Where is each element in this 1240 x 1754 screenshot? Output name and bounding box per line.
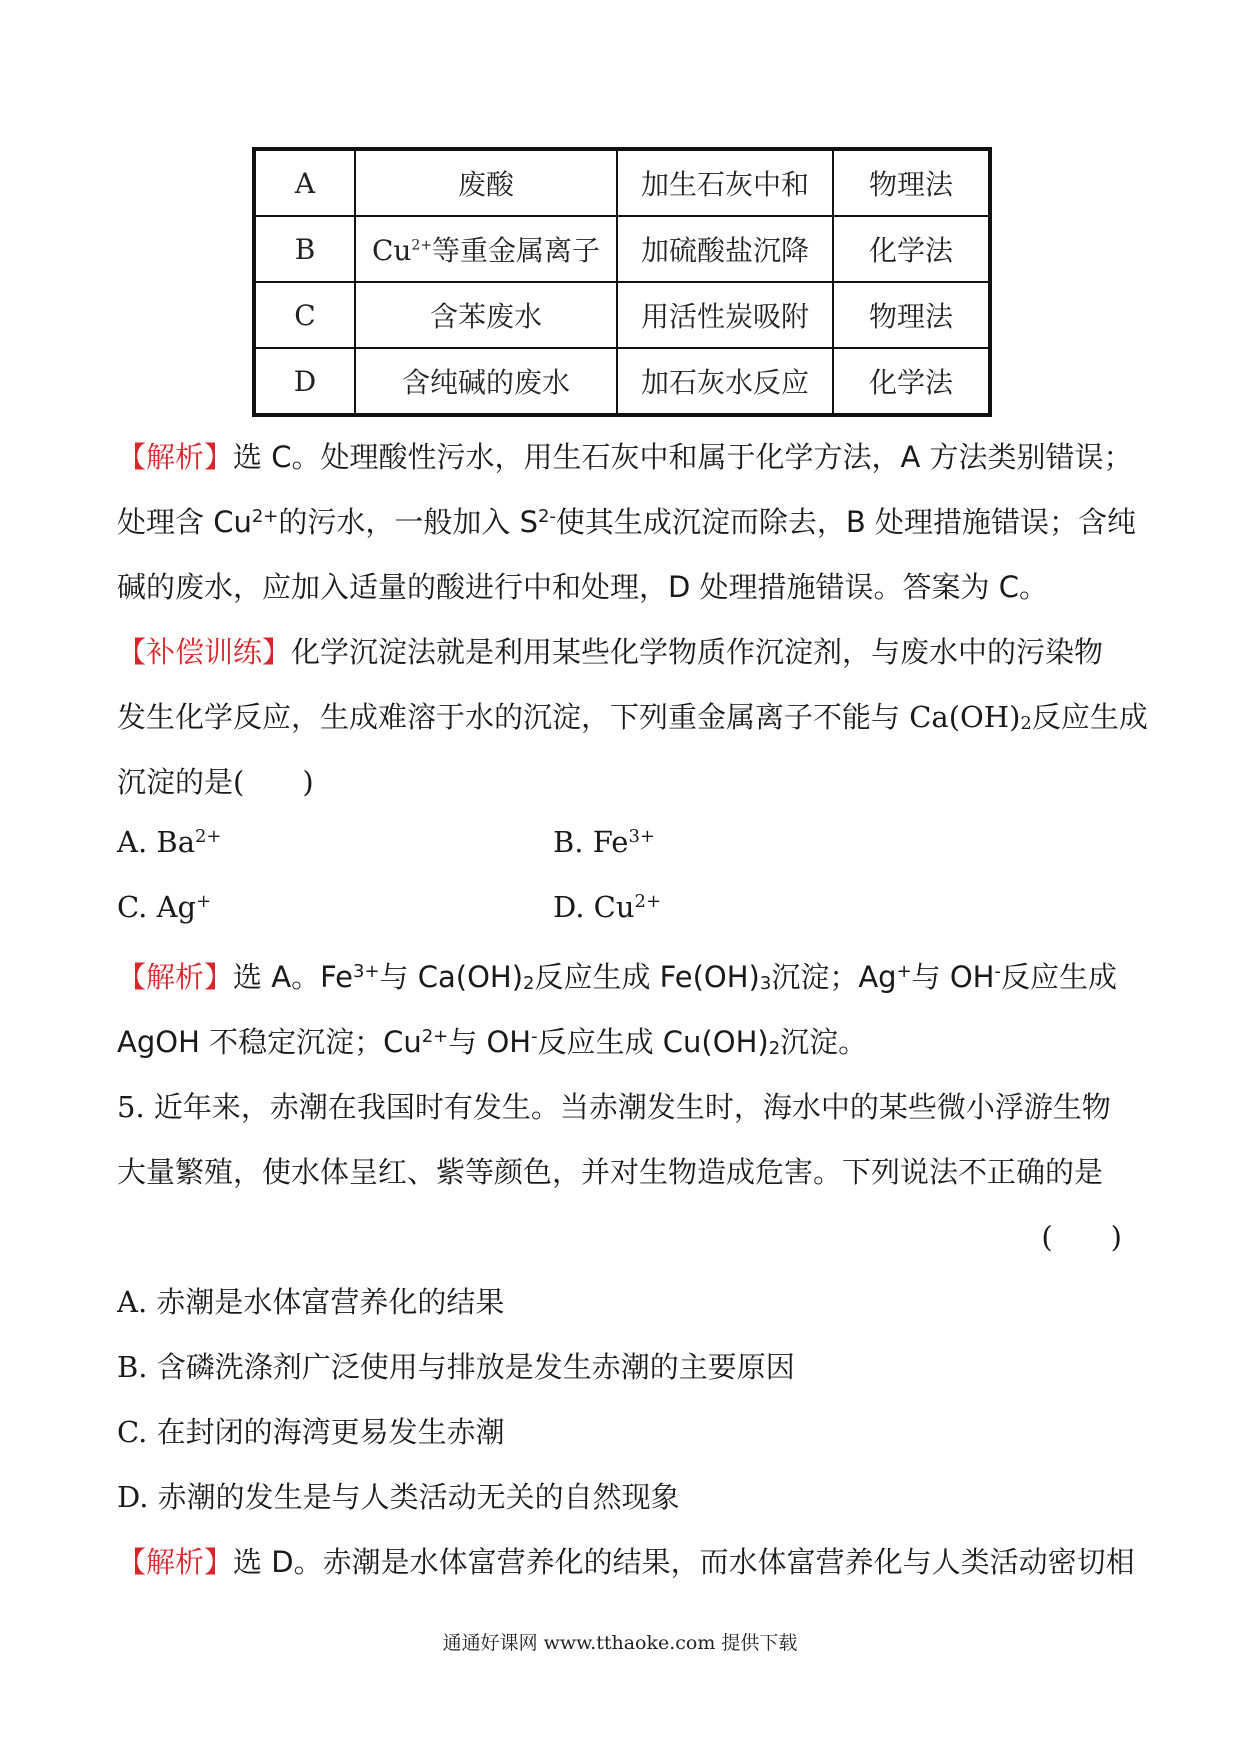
charge-sup: 2+ [421, 1026, 449, 1048]
category-cell: 化学法 [833, 216, 990, 282]
text-seg: 使其生成沉淀而除去，B 处理措施错误；含纯 [555, 505, 1137, 539]
question5-line2: 大量繁殖，使水体呈红、紫等颜色，并对生物造成危害。下列说法不正确的是 [117, 1155, 1104, 1189]
text-seg: 的污水，一般加入 S [278, 505, 538, 539]
q5-option-a: A. 赤潮是水体富营养化的结果 [117, 1285, 505, 1319]
option-text: D. Cu [553, 890, 635, 924]
row-label: D [254, 348, 355, 415]
subscript: 3 [759, 972, 772, 994]
method-cell: 加硫酸盐沉降 [617, 216, 833, 282]
method-cell: 加生石灰中和 [617, 149, 833, 216]
text-seg: 发生化学反应，生成难溶于水的沉淀，下列重金属离子不能与 Ca(OH) [117, 700, 1021, 734]
analysis2-line2 [117, 1020, 867, 1061]
subscript: 2 [768, 1037, 781, 1059]
text-seg: 沉淀。 [780, 1025, 868, 1059]
analysis1-line3: 碱的废水，应加入适量的酸进行中和处理，D 处理措施错误。答案为 C。 [117, 570, 1049, 604]
analysis3-text: 选 D。赤潮是水体富营养化的结果，而水体富营养化与人类活动密切相 [233, 1545, 1135, 1579]
table-row [254, 282, 990, 348]
row-label: A [254, 149, 355, 216]
charge-sup: + [196, 891, 212, 913]
pollutant-cell: 含纯碱的废水 [355, 348, 617, 415]
option-a [117, 825, 221, 859]
text-seg: 选 A。Fe [233, 960, 354, 994]
method-cell: 加石灰水反应 [617, 348, 833, 415]
practice-tag: 【补偿训练】 [117, 635, 292, 669]
text-seg: 沉淀；Ag [771, 960, 897, 994]
q5-option-d: D. 赤潮的发生是与人类活动无关的自然现象 [117, 1480, 680, 1514]
analysis1-line2 [117, 500, 1136, 541]
pollutant-cell: 含苯废水 [355, 282, 617, 348]
charge-sup: 3+ [628, 826, 655, 848]
table-row [254, 216, 990, 282]
answer-paren: ( ) [1041, 1220, 1122, 1254]
analysis3-line1 [117, 1540, 1135, 1581]
charge-sup: 2+ [411, 237, 433, 254]
practice-line1 [117, 630, 1103, 671]
pollutant-suffix: 等重金属离子 [432, 234, 601, 267]
analysis1-line1 [117, 435, 1133, 476]
q5-option-b: B. 含磷洗涤剂广泛使用与排放是发生赤潮的主要原因 [117, 1350, 795, 1384]
charge-sup: 2+ [251, 506, 279, 528]
charge-sup: - [531, 1026, 538, 1048]
text-seg: 与 OH [911, 960, 995, 994]
charge-sup: + [896, 961, 912, 983]
category-cell: 物理法 [833, 149, 990, 216]
option-text: B. Fe [553, 825, 629, 859]
pollutant-prefix: Cu [371, 234, 412, 267]
analysis2-line1 [117, 955, 1117, 996]
option-b [553, 825, 655, 859]
text-seg: 与 OH [448, 1025, 532, 1059]
text-seg: 反应生成 [1031, 700, 1148, 734]
text-seg: AgOH 不稳定沉淀；Cu [117, 1025, 422, 1059]
category-cell: 化学法 [833, 348, 990, 415]
question5-line1: 5. 近年来，赤潮在我国时有发生。当赤潮发生时，海水中的某些微小浮游生物 [117, 1090, 1111, 1124]
analysis-tag: 【解析】 [117, 440, 234, 474]
pollutant-cell: 废酸 [355, 149, 617, 216]
option-text: C. Ag [117, 890, 197, 924]
analysis1-text: 选 C。处理酸性污水，用生石灰中和属于化学方法，A 方法类别错误； [233, 440, 1133, 474]
method-cell: 用活性炭吸附 [617, 282, 833, 348]
page-footer: 通通好课网 www.tthaoke.com 提供下载 [442, 1632, 798, 1654]
category-cell: 物理法 [833, 282, 990, 348]
q5-option-c: C. 在封闭的海湾更易发生赤潮 [117, 1415, 505, 1449]
charge-sup: 2+ [194, 826, 222, 848]
text-seg: 反应生成 Fe(OH) [534, 960, 760, 994]
charge-sup: 2+ [634, 891, 662, 913]
text-seg: 与 Ca(OH) [379, 960, 524, 994]
charge-sup: 2- [538, 506, 556, 528]
row-label: C [254, 282, 355, 348]
text-seg: 处理含 Cu [117, 505, 252, 539]
charge-sup: - [994, 961, 1001, 983]
option-text: A. Ba [117, 825, 195, 859]
analysis-tag: 【解析】 [117, 960, 234, 994]
pollutant-cell [355, 216, 617, 282]
charge-sup: 3+ [353, 961, 380, 983]
practice-text: 化学沉淀法就是利用某些化学物质作沉淀剂，与废水中的污染物 [291, 635, 1104, 669]
text-seg: 反应生成 [1000, 960, 1117, 994]
subscript: 2 [523, 972, 535, 994]
table-row [254, 149, 990, 216]
practice-line3: 沉淀的是( ) [117, 765, 314, 799]
subscript: 2 [1020, 712, 1032, 734]
analysis-tag: 【解析】 [117, 1545, 234, 1579]
option-c [117, 890, 211, 924]
text-seg: 反应生成 Cu(OH) [537, 1025, 769, 1059]
table-row [254, 348, 990, 415]
practice-line2 [117, 695, 1148, 736]
option-d [553, 890, 661, 924]
treatment-table [252, 147, 992, 417]
row-label: B [254, 216, 355, 282]
